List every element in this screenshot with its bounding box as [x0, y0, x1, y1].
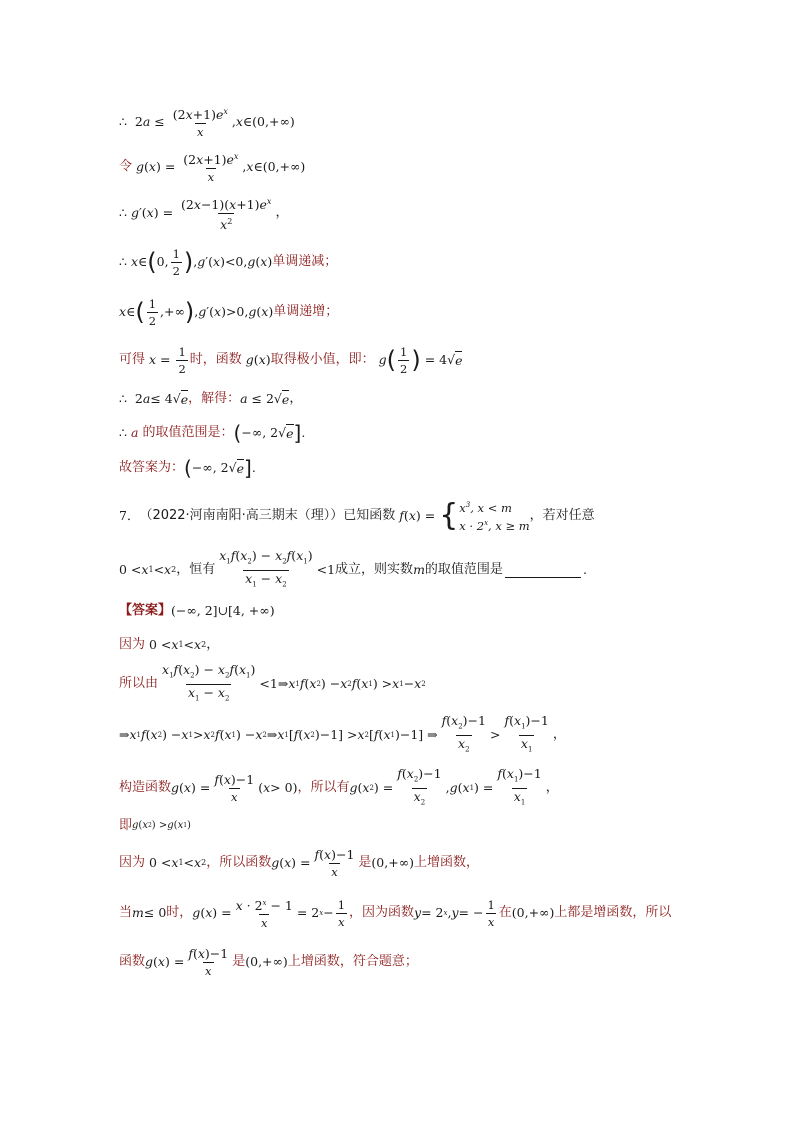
problem-7-statement: 7． （2022·河南南阳·高三期末（理））已知函数 f ( x ) = { $x^3$, x < m $x \cdot 2^x$, x ≥ m ，若对任意: [119, 498, 595, 533]
solution-7-line-1: 因为 0 < x 1 < x 2 ，: [119, 637, 220, 652]
solution-7-line-7: 当 m ≤ 0 时， g ( x ) = $\frac{x \cdot 2^x - 1}{x}$ = 2 x − $\frac{1}{x}$ ，因为函数 y = 2 x , y = − $\frac{1}{x}$ 在 (0,+∞) 上都是增函数，所以: [119, 897, 672, 930]
solution-7-line-2: 所以由 $\frac{x_1f(x_2) - x_2f(x_1)}{x_1 - x_2}$ <1⇒ x 1 f ( x 2 ) − x 2 f ( x 1 ) > x 1 − x 2: [119, 666, 426, 702]
answer-value: (−∞, 2]∪[4, +∞): [171, 603, 275, 618]
answer-line: [119, 600, 275, 622]
solution-7-line-8: 函数 g ( x ) = $\frac{f(x)-1}{x}$ 是 (0,+∞) 上增函数，符合题意；: [119, 945, 418, 978]
solution-line-4: ∴ x ∈ ( 0, $\frac{1}{2}$ ) , g ′( x )<0, g ( x ) 单调递减；: [119, 246, 338, 278]
solution-line-9: 故答案为： ( −∞, 2√ e ] .: [119, 456, 256, 480]
solution-line-2: 令 g ( x ) = $\frac{(2x+1)e^x}{x}$ , x ∈(0,+∞): [119, 151, 306, 185]
solution-7-line-4: 构造函数 g ( x ) = $\frac{f(x)-1}{x}$ ( x > 0) ，所以有 g ( x 2 ) = $\frac{f(x_2)-1}{x_2}$ , g ( x 1 ) = $\frac{f(x_1)-1}{x_1}$ ，: [119, 770, 559, 806]
answer-blank: [505, 563, 581, 578]
solution-line-6: 可得 x = $\frac{1}{2}$ 时，函数 g ( x ) 取得极小值，即： g ( $\frac{1}{2}$ ) = 4√ e: [119, 344, 463, 376]
solution-7-line-6: 因为 0 < x 1 < x 2 ，所以函数 g ( x ) = $\frac{f(x)-1}{x}$ 是 (0,+∞) 上增函数，: [119, 846, 480, 879]
solution-line-7: ∴ 2 a ≤ 4√ e ，解得： a ≤ 2√ e ，: [119, 391, 303, 407]
solution-line-5: x ∈ ( $\frac{1}{2}$ ,+∞ ) , g ′( x )>0, g ( x ) 单调递增；: [119, 296, 339, 328]
answer-tag: 【答案】: [119, 603, 172, 618]
solution-7-line-5: 即 g ( x 2 ) > g ( x 1 ): [119, 818, 191, 833]
solution-line-8: ∴ a 的取值范围是： ( −∞, 2√ e ] .: [119, 421, 306, 445]
solution-7-line-3: ⇒ x 1 f ( x 2 ) − x 1 > x 2 f ( x 1 ) − x 2 ⇒ x 1 [ f ( x 2 )−1] > x 2 [ f ( x 1 )−1] ⇒ $\frac{f(x_2)-1}{x_2}$ > $\frac{f(x_1)-1}{x_1}$ ，: [119, 717, 566, 753]
solution-line-1: ∴ 2 a ≤ $\frac{(2x+1)e^x}{x}$ , x ∈(0,+∞): [119, 106, 295, 140]
solution-line-3: ∴ g ′( x ) = $\frac{(2x-1)(x+1)e^x}{x^2}$ ，: [119, 196, 289, 232]
problem-7-condition: 0 < x 1 < x 2 ，恒有 $\frac{x_1f(x_2) - x_2f(x_1)}{x_1 - x_2}$ <1 成立，则实数 m 的取值范围是 .: [119, 552, 587, 588]
